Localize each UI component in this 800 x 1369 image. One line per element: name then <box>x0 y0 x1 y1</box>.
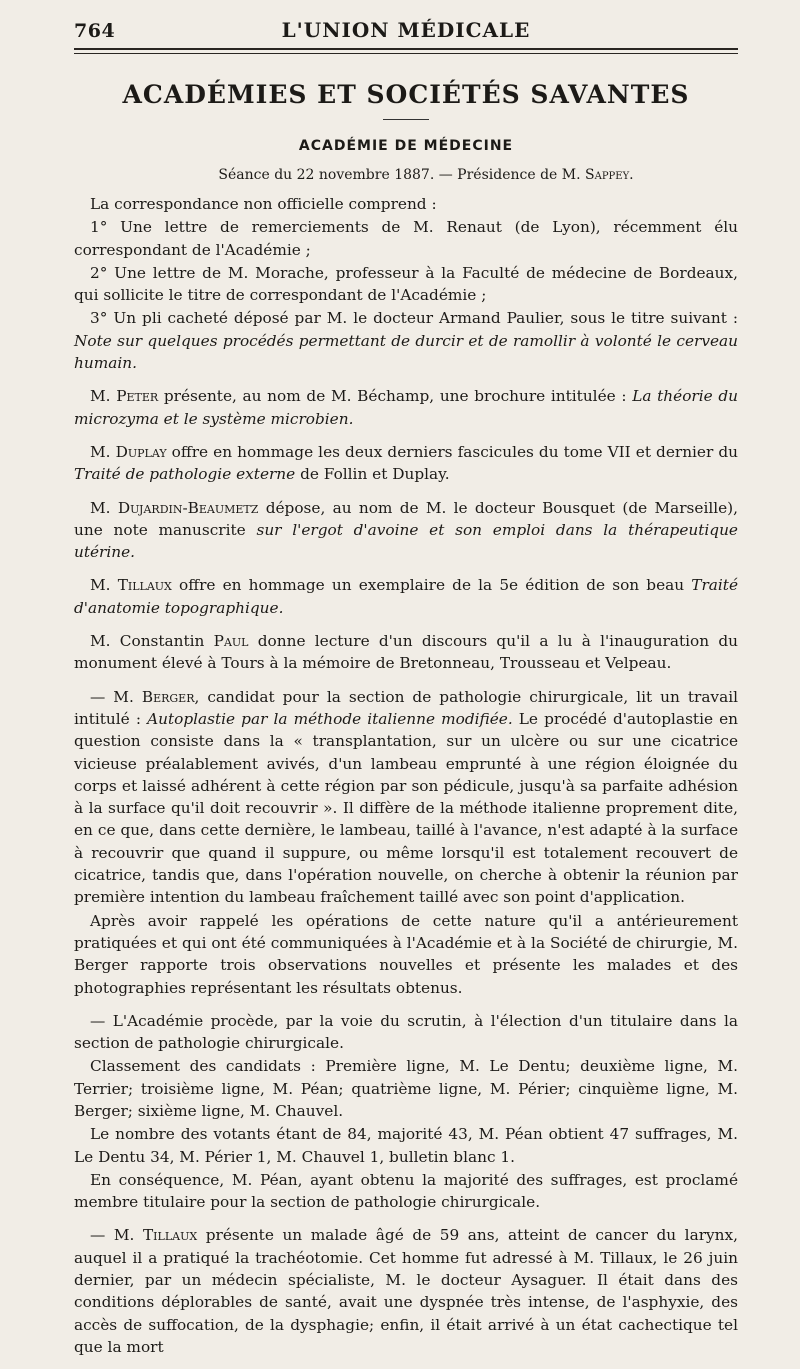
paragraph-item-2: 2° Une lettre de M. Morache, professeur à la Faculté de médecine de Bordeaux, qui sollicite le titre de correspondant de l'Académie ; <box>74 263 738 305</box>
speaker-paul: Paul <box>213 632 249 651</box>
dujardin-title: sur l'ergot d'avoine et son emploi dans la thérapeutique utérine. <box>74 520 738 562</box>
m-prefix: M. <box>90 498 118 517</box>
paragraph-correspondence: La correspondance non officielle comprend : <box>90 195 437 213</box>
paragraph-berger <box>74 686 738 909</box>
document-page <box>74 14 738 1369</box>
journal-title: L'UNION MÉDICALE <box>281 18 531 42</box>
section-title: ACADÉMIES ET SOCIÉTÉS SAVANTES <box>122 80 690 109</box>
paragraph-duplay <box>74 441 738 486</box>
page-number: 764 <box>74 20 116 42</box>
m-prefix: M. <box>90 442 116 461</box>
paragraph-berger-results: Après avoir rappelé les opérations de cette nature qu'il a antérieurement pratiquées et qui ont été communiquées à l'Académie et à la Société de chirurgie, M. Berger rapporte trois observations nouvelles et présente les malades et des photographies représentant les résultats obtenus. <box>74 911 738 997</box>
paragraph-candidates: Classement des candidats : Première ligne, M. Le Dentu; deuxième ligne, M. Terrier; troisième ligne, M. Péan; quatrième ligne, M. Périer; cinquième ligne, M. Berger; sixième ligne, M. Chauvel. <box>74 1057 738 1120</box>
speaker-tillaux-2: Tillaux <box>142 1226 198 1245</box>
paragraph-peter <box>74 385 738 430</box>
tillaux-text: offre en hommage un exemplaire de la 5e édition de son beau <box>171 576 692 595</box>
speaker-berger: Berger <box>141 687 195 706</box>
paragraph-item-3 <box>74 307 738 374</box>
speaker-dujardin: Dujardin-Beaumetz <box>117 498 259 517</box>
paragraph-result: En conséquence, M. Péan, ayant obtenu la majorité des suffrages, est proclamé membre titulaire pour la section de pathologie chirurgicale. <box>74 1170 738 1212</box>
berger-title: Autoplastie par la méthode italienne modifiée. <box>147 709 513 728</box>
article-body <box>74 193 738 1358</box>
academy-subtitle: ACADÉMIE DE MÉDECINE <box>298 138 514 154</box>
paul-text: donne lecture d'un discours qu'il a lu à l'inauguration du monument élevé à Tours à la mémoire de Bretonneau, Trousseau et Velpeau. <box>74 632 738 673</box>
paragraph-tillaux-patient <box>74 1224 738 1358</box>
speaker-tillaux: Tillaux <box>117 576 172 595</box>
peter-text: présente, au nom de M. Béchamp, une brochure intitulée : <box>158 387 633 406</box>
paragraph-dujardin <box>74 497 738 564</box>
dujardin-text: dépose, au nom de M. le docteur Bousquet (de Marseille), une note manuscrite <box>74 498 738 539</box>
speaker-peter: Peter <box>116 387 159 406</box>
session-prefix: Séance du 22 novembre 1887. — Présidence de M. <box>218 167 585 183</box>
dash-m-prefix: — M. <box>90 1226 143 1245</box>
duplay-text-end: de Follin et Duplay. <box>295 465 450 484</box>
paragraph-election: — L'Académie procède, par la voie du scrutin, à l'élection d'un titulaire dans la section de pathologie chirurgicale. <box>74 1011 738 1053</box>
running-header <box>74 14 738 50</box>
president-name: Sappey <box>585 167 630 183</box>
berger-description: Le procédé d'autoplastie en question consiste dans la « transplantation, sur un ulcère ou sur une cicatrice vicieuse préalablement avivés, d'un lambeau emprunté à une région éloignée du corps et laissé adhérent à cette région par son pédicule, jusqu'à sa parfaite adhésion à la surface qu'il doit recouvrir ». Il diffère de la méthode italienne proprement dite, en ce que, dans cette dernière, le lambeau, taillé à l'avance, n'est adapté à la surface à recouvrir que quand il suppure, ou même lorsqu'il est totalement recouvert de cicatrice, tandis que, dans l'opération nouvelle, on cherche à obtenir la réunion par première intention du lambeau fraîchement taillé avec son point d'application. <box>74 709 739 907</box>
m-prefix: M. <box>90 576 118 595</box>
duplay-text: offre en hommage les deux derniers fascicules du tome VII et dernier du <box>166 442 738 461</box>
dash-m-prefix: — M. <box>90 687 142 706</box>
session-suffix: . <box>629 167 634 183</box>
paragraph-paul <box>74 630 738 675</box>
speaker-duplay: Duplay <box>115 442 167 461</box>
tillaux-title: Traité d'anatomie topographique. <box>74 576 739 617</box>
session-line <box>114 167 738 183</box>
header-rule <box>74 53 738 54</box>
peter-title: La théorie du microzyma et le système microbien. <box>74 387 739 428</box>
paul-prefix: M. Constantin <box>90 632 214 651</box>
paragraph-votes: Le nombre des votants étant de 84, majorité 43, M. Péan obtient 47 suffrages, M. Le Dentu 34, M. Périer 1, M. Chauvel 1, bulletin blanc 1. <box>74 1125 738 1166</box>
item-3-text: 3° Un pli cacheté déposé par M. le docteur Armand Paulier, sous le titre suivant : <box>90 309 738 328</box>
duplay-title: Traité de pathologie externe <box>74 465 296 484</box>
item-3-title: Note sur quelques procédés permettant de durcir et de ramollir à volonté le cerveau humain. <box>74 331 738 373</box>
tillaux-patient-text: présente un malade âgé de 59 ans, atteint de cancer du larynx, auquel il a pratiqué la trachéotomie. Cet homme fut adressé à M. Tillaux, le 26 juin dernier, par un médecin spécialiste, M. le docteur Aysaguer. Il était dans des conditions déplorables de santé, avait une dyspnée très intense, de l'asphyxie, des accès de suffocation, de la dysphagie; enfin, il était arrivé à un état cachectique tel que la mort <box>74 1226 738 1356</box>
paragraph-tillaux-gift <box>74 574 738 619</box>
berger-text: , candidat pour la section de pathologie chirurgicale, lit un travail intitulé : <box>74 687 738 728</box>
m-prefix: M. <box>90 387 117 406</box>
title-divider <box>383 119 429 120</box>
paragraph-item-1: 1° Une lettre de remerciements de M. Renaut (de Lyon), récemment élu correspondant de l'Académie ; <box>74 218 738 259</box>
